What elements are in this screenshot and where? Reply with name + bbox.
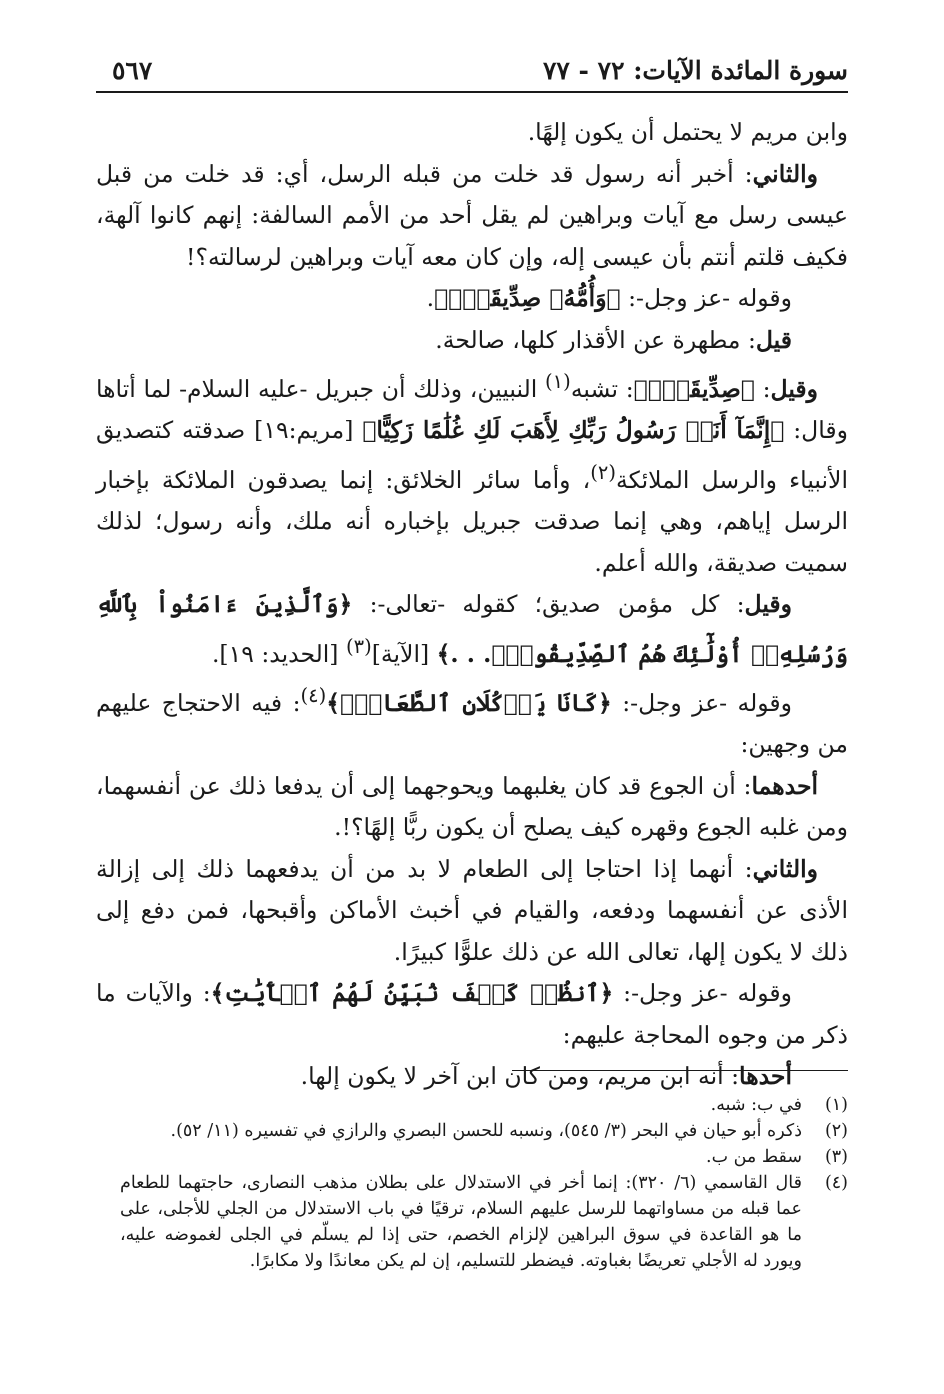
paragraph-8 [96, 766, 848, 849]
text: وقوله -عز وجل-: [611, 688, 792, 717]
footnotes [120, 1092, 848, 1274]
text: : أنه ابن مريم، ومن كان ابن آخر لا يكون إلها. [300, 1062, 740, 1091]
text: : [754, 374, 771, 403]
footnote [120, 1144, 848, 1170]
footnote-ref[interactable]: (١) [545, 370, 571, 393]
text: وابن مريم لا يحتمل أن يكون إلهًا. [527, 118, 848, 146]
footnote-number: (٤) [824, 1173, 848, 1193]
footnote-text: في ب: شبه. [710, 1095, 802, 1115]
lead-word: أحدهما [751, 771, 818, 800]
header-title: سورة المائدة الآيات: ٧٢ - ٧٧ [542, 56, 848, 85]
lead-word: والثاني [752, 159, 818, 188]
running-header [112, 50, 848, 86]
text: : تشبه [570, 374, 634, 403]
text: : والآيات ما ذكر من وجوه المحاجة عليهم: [96, 979, 848, 1049]
text: : أنهما إذا احتاجا إلى الطعام لا بد من أن يدفعهما ذلك إلى إزالة الأذى عن أنفسهما ودفعه، والقيام في أخبث الأماكن وأقبحها، فمن دفع إلى ذلك لا يكون إلها، تعالى الله عن ذلك علوًّا كبيرًا. [96, 854, 848, 966]
footnote-number: (٣) [824, 1147, 848, 1167]
text: [الحديد: ١٩]. [211, 639, 346, 668]
paragraph-9 [96, 849, 848, 974]
text: : أن الجوع قد كان يغلبهما ويحوجهما إلى أن يدفعا ذلك عن أنفسهما، ومن غلبه الجوع وقهره كيف يصلح أن يكون ربًّا إلهًا؟!. [96, 771, 848, 842]
text: : فيه الاحتجاج عليهم من وجهين: [96, 688, 848, 759]
text: وقوله -عز وجل-: [613, 979, 792, 1008]
quran-quote: ﴿وَأُمُّهُۥ صِدِّيقَةٌۖ﴾ [434, 284, 621, 312]
quran-quote: ﴿إِنَّمَآ أَنَا۠ رَسُولُ رَبِّكِ لِأَهَبَ لَكِ غُلَٰمًا زَكِيًّا﴾ [362, 416, 785, 445]
footnote [120, 1092, 848, 1118]
text: . [426, 284, 435, 312]
paragraph-4 [96, 320, 848, 362]
paragraph-10 [96, 973, 848, 1056]
footnote [120, 1118, 848, 1144]
quran-quote: ﴿ٱنظُرۡ كَيۡفَ نُبَيِّنُ لَهُمُ ٱلۡأٓيَٰتِ﴾ [210, 979, 614, 1008]
quran-quote: ﴿صِدِّيقَةٌۖ﴾ [633, 374, 755, 403]
footnote-text: ذكره أبو حيان في البحر (٣/ ٥٤٥)، ونسبه للحسن البصري والرازي في تفسيره (١١/ ٥٢). [170, 1121, 802, 1141]
text: وقوله -عز وجل-: [620, 284, 792, 312]
text: النبيين، وذلك أن جبريل -عليه السلام- لما أتاها وقال: [96, 374, 848, 445]
lead-word: وقيل [770, 374, 818, 403]
text: [الآية] [371, 639, 437, 668]
footnote-ref[interactable]: (٢) [590, 460, 616, 484]
lead-word: وقيل [744, 590, 792, 619]
text: : أخبر أنه رسول قد خلت من قبله الرسل، أي: قد خلت من قبل عيسى رسل مع آيات وبراهين لم يقل أحد من الأمم السالفة: إنهم كانوا آلهة، فكيف قلتم أنتم بأن عيسى إله، وإن كان معه آيات وبراهين لرسالته؟! [96, 159, 848, 271]
header-rule [96, 91, 848, 93]
paragraph-5 [96, 361, 848, 584]
footnote-text: سقط من ب. [706, 1147, 802, 1167]
footnote-text: قال القاسمي (٦/ ٣٢٠): إنما أخر في الاستدلال على بطلان مذهب النصارى، حاجتهما للطعام عما قبله من مساواتهما للرسل عليهم السلام، ترقيًا في باب الاستدلال من الجلي للأجلى، على ما هو القاعدة في سوق البراهين لإلزام الخصم، حتى إذا لم يسلّم في الجلى لغموضه عليه، ويورد له الأجلي تعريضًا بغباوته. فيضطر للتسليم، إن لم يكن معاندًا ولا مكابرًا. [120, 1173, 802, 1271]
lead-word: أحدها [739, 1062, 792, 1091]
text: [مريم:١٩] صدقته كتصديق الأنبياء والرسل الملائكة [96, 416, 848, 494]
main-text [96, 112, 848, 1098]
text: : كل مؤمن صديق؛ كقوله -تعالى-: [352, 590, 745, 619]
paragraph-6 [96, 584, 848, 675]
paragraph-7 [96, 675, 848, 766]
footnote-number: (٢) [824, 1121, 848, 1141]
paragraph-2 [96, 154, 848, 279]
footnote-number: (١) [824, 1095, 848, 1115]
paragraph-3 [96, 278, 848, 320]
text: : مطهرة عن الأقذار كلها، صالحة. [435, 325, 756, 354]
page-number: ٥٦٧ [112, 56, 153, 85]
paragraph-1 [96, 112, 848, 154]
quran-quote: ﴿وَٱلَّذِينَ ءَامَنُواْ بِٱللَّهِ وَرُسُلِهِۦٓ أُوْلَٰٓئِكَ هُمُ ٱلصِّدِّيقُونَۖ. . .﴾ [96, 590, 848, 668]
text: ، وأما سائر الخلائق: إنما يصدقون الملائكة بإخبار الرسل إياهم، وهي إنما صدقت جبريل بإخباره أنه ملك، وأنه رسول؛ لذلك سميت صديقة، والله أعلم. [96, 465, 848, 577]
lead-word: قيل [755, 325, 792, 354]
footnote [120, 1170, 848, 1274]
footnote-ref[interactable]: (٣) [345, 634, 372, 658]
quran-quote: ﴿كَانَا يَأۡكُلَانِ ٱلطَّعَامَۗ﴾ [326, 688, 612, 717]
lead-word: والثاني [752, 854, 818, 883]
footnote-rule [512, 1070, 848, 1071]
footnote-ref[interactable]: (٤) [300, 683, 327, 707]
